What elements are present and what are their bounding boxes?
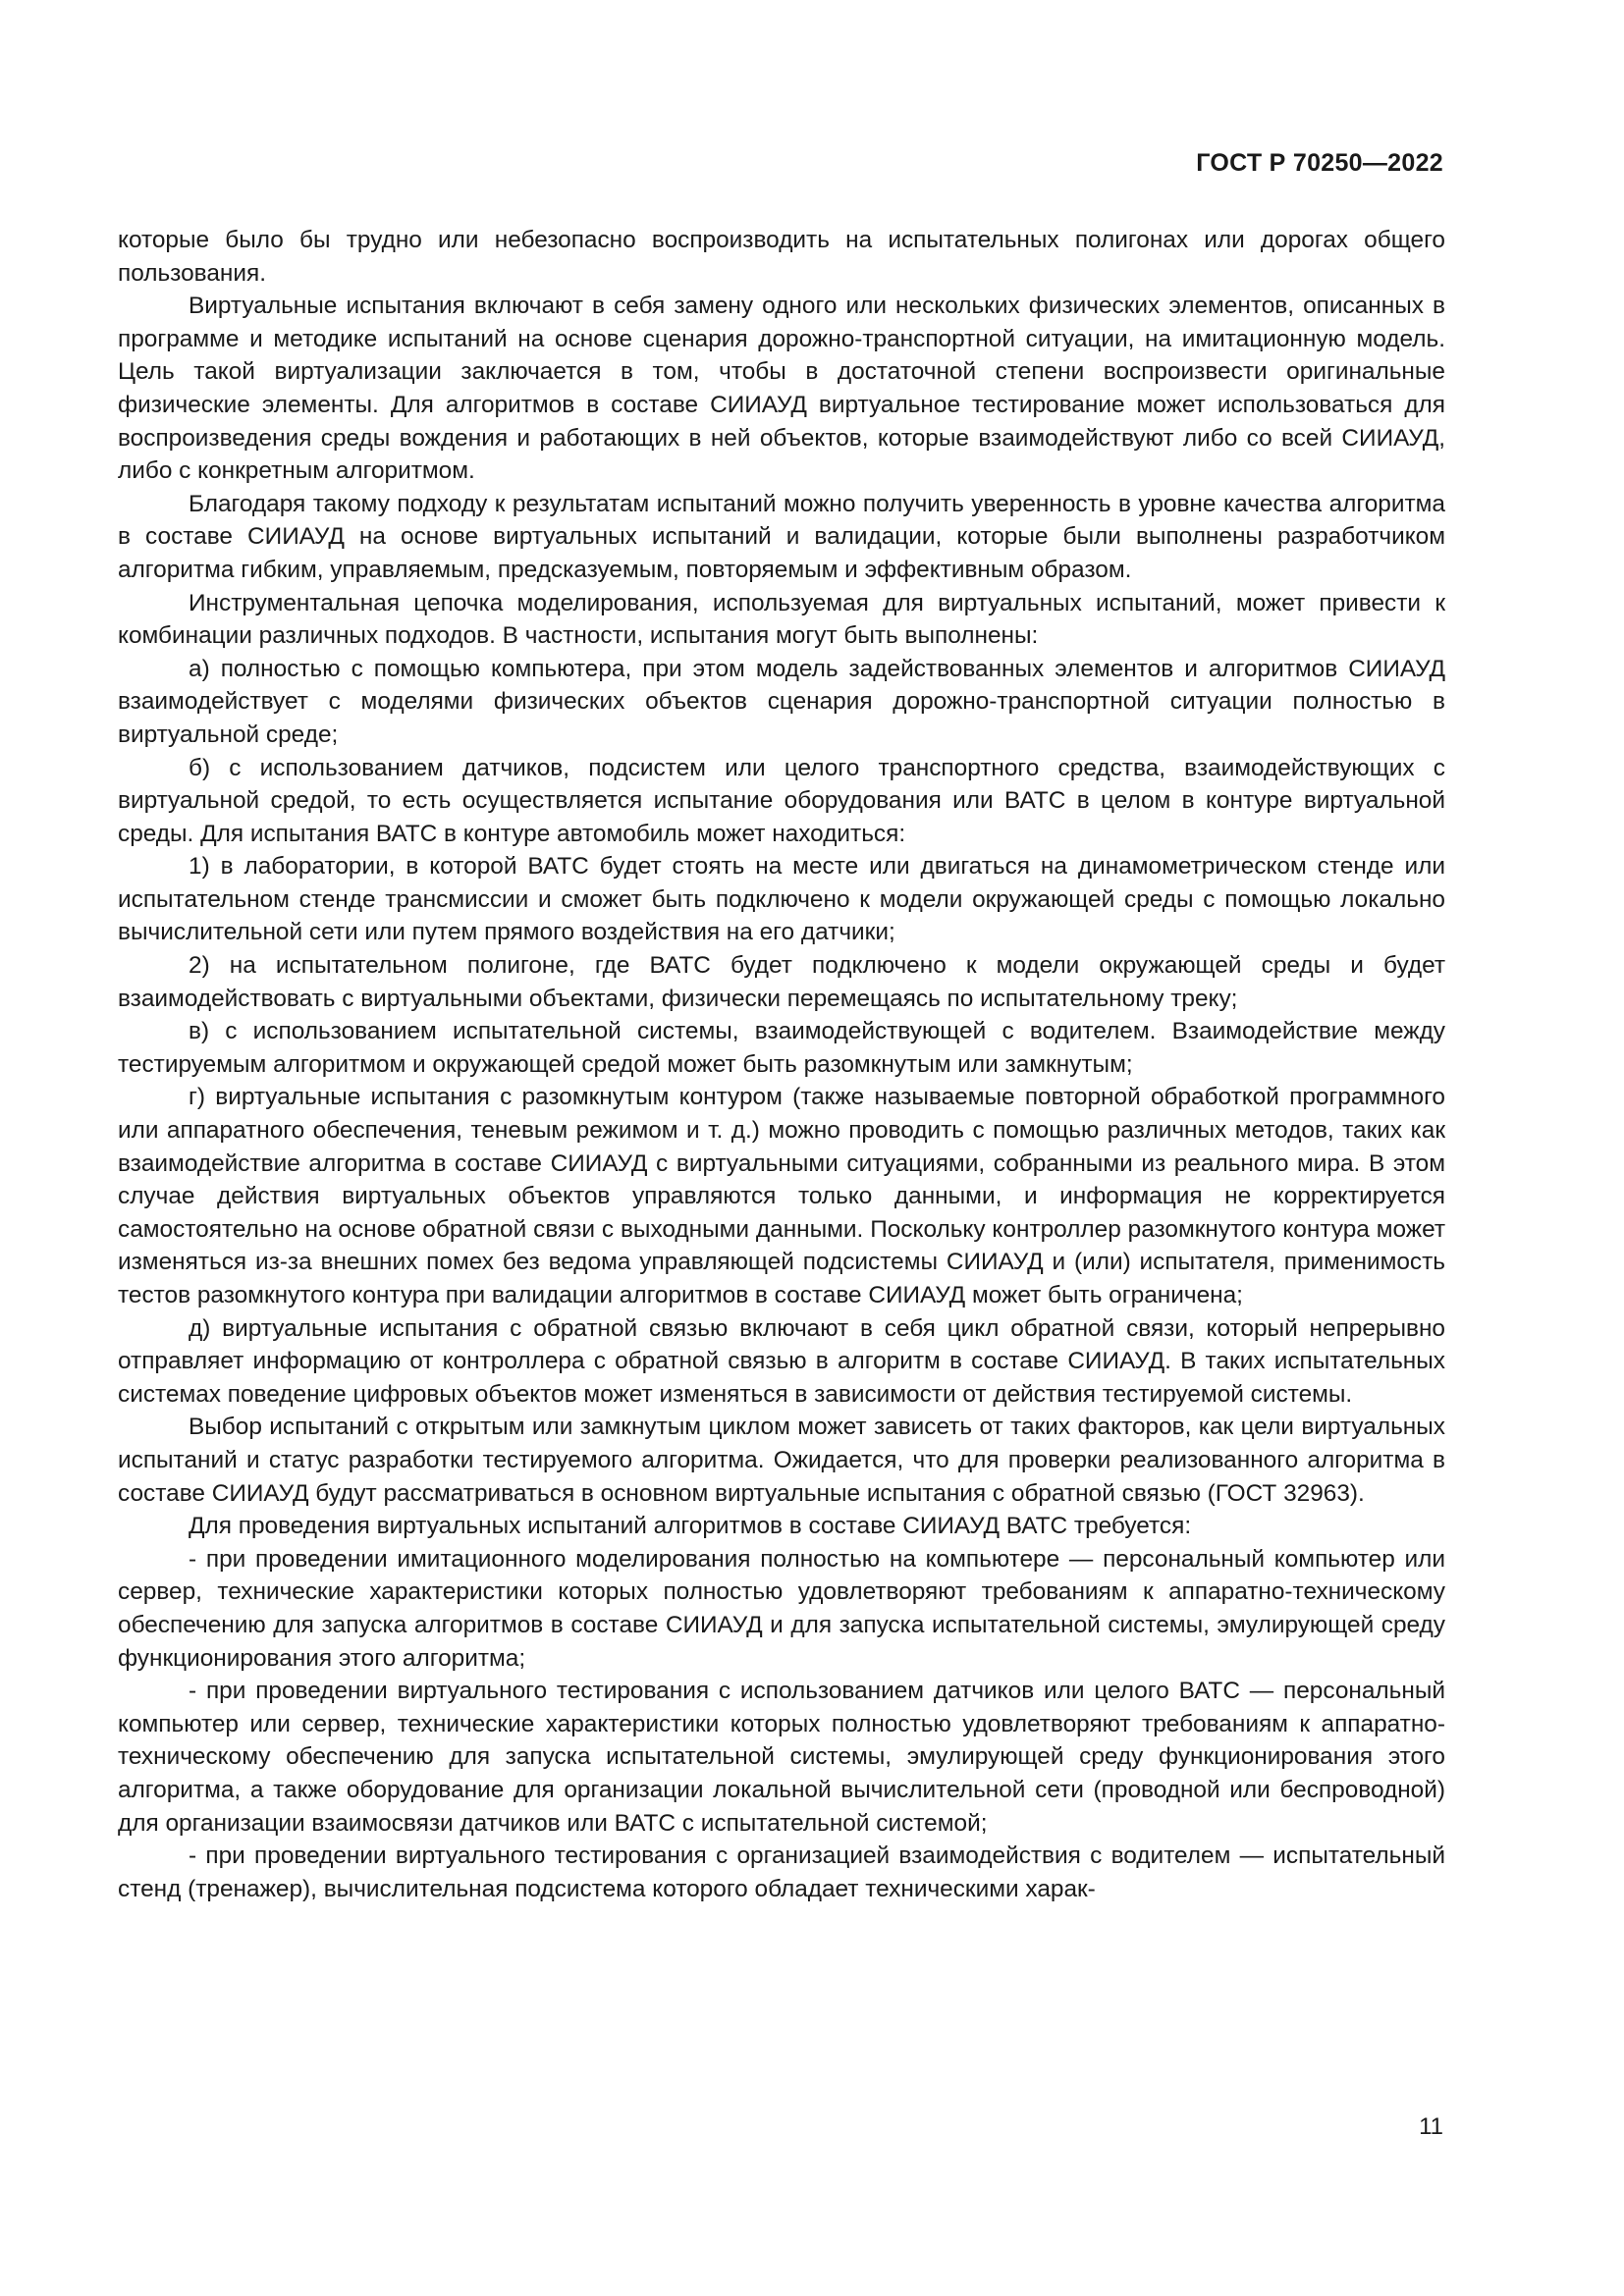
paragraph-continuation: которые было бы трудно или небезопасно воспроизводить на испытательных полигонах или дорогах общего пользования. — [118, 227, 1445, 287]
requirement-item-computer: - при проведении имитационного моделирования полностью на компьютере — персональный компьютер или сервер, технические характеристики которых полностью удовлетворяют требованиям к аппаратно-техническому обеспечению для запуска алгоритмов в составе СИИАУД и для запуска испытательной системы, эмулирующей среду функционирования этого алгоритма; — [118, 1545, 1445, 1672]
list-item-a: а) полностью с помощью компьютера, при этом модель задействованных элементов и алгоритмов СИИАУД взаимодействует с моделями физических объектов сценария дорожно-транспортной ситуации полностью в виртуальной среде; — [118, 655, 1445, 748]
list-item-b-2: 2) на испытательном полигоне, где ВАТС будет подключено к модели окружающей среды и будет взаимодействовать с виртуальными объектами, физически перемещаясь по испытательному треку; — [118, 952, 1445, 1012]
requirement-item-driver: - при проведении виртуального тестирования с организацией взаимодействия с водителем — испытательный стенд (тренажер), вычислительная подсистема которого обладает техническими харак- — [118, 1842, 1445, 1902]
list-item-b: б) с использованием датчиков, подсистем или целого транспортного средства, взаимодействующих с виртуальной средой, то есть осуществляется испытание оборудования или ВАТС в целом в контуре виртуальной среды. Для испытания ВАТС в контуре автомобиль может находиться: — [118, 754, 1445, 847]
paragraph-virtual-tests-definition: Виртуальные испытания включают в себя замену одного или нескольких физических элементов, описанных в программе и методике испытаний на основе сценария дорожно-транспортной ситуации, на имитационную модель. Цель такой виртуализации заключается в том, чтобы в достаточной степени воспроизвести оригинальные физические элементы. Для алгоритмов в составе СИИАУД виртуальное тестирование может использоваться для воспроизведения среды вождения и работающих в ней объектов, которые взаимодействуют либо со всей СИИАУД, либо с конкретным алгоритмом. — [118, 293, 1445, 485]
requirement-item-sensors: - при проведении виртуального тестирования с использованием датчиков или целого ВАТС — персональный компьютер или сервер, технические характеристики которых полностью удовлетворяют требованиям к аппаратно-техническому обеспечению для запуска испытательной системы, эмулирующей среду функционирования этого алгоритма, а также оборудование для организации локальной вычислительной сети (проводной или беспроводной) для организации взаимосвязи датчиков или ВАТС с испытательной системой; — [118, 1678, 1445, 1837]
paragraph-requirements-intro: Для проведения виртуальных испытаний алгоритмов в составе СИИАУД ВАТС требуется: — [189, 1513, 1192, 1540]
page-number: 11 — [1419, 2113, 1443, 2140]
list-item-g: г) виртуальные испытания с разомкнутым контуром (также называемые повторной обработкой программного или аппаратного обеспечения, теневым режимом и т. д.) можно проводить с помощью различных методов, таких как взаимодействие алгоритма в составе СИИАУД с виртуальными ситуациями, собранными из реального мира. В этом случае действия виртуальных объектов управляются только данными, и информация не корректируется самостоятельно на основе обратной связи с выходными данными. Поскольку контроллер разомкнутого контура может изменяться из-за внешних помех без ведома управляющей подсистемы СИИАУД и (или) испытателя, применимость тестов разомкнутого контура при валидации алгоритмов в составе СИИАУД может быть ограничена; — [118, 1084, 1445, 1308]
document-header: ГОСТ Р 70250—2022 — [1196, 149, 1443, 177]
list-item-v: в) с использованием испытательной системы, взаимодействующей с водителем. Взаимодействие между тестируемым алгоритмом и окружающей средой может быть разомкнутым или замкнутым; — [118, 1018, 1445, 1078]
paragraph-approach-benefits: Благодаря такому подходу к результатам испытаний можно получить уверенность в уровне качества алгоритма в составе СИИАУД на основе виртуальных испытаний и валидации, которые были выполнены разработчиком алгоритма гибким, управляемым, предсказуемым, повторяемым и эффективным образом. — [118, 490, 1445, 583]
document-body — [118, 224, 1445, 1905]
paragraph-test-choice: Выбор испытаний с открытым или замкнутым циклом может зависеть от таких факторов, как цели виртуальных испытаний и статус разработки тестируемого алгоритма. Ожидается, что для проверки реализованного алгоритма в составе СИИАУД будут рассматриваться в основном виртуальные испытания с обратной связью (ГОСТ 32963). — [118, 1414, 1445, 1507]
list-item-b-1: 1) в лаборатории, в которой ВАТС будет стоять на месте или двигаться на динамометрическом стенде или испытательном стенде трансмиссии и сможет быть подключено к модели окружающей среды с помощью локально вычислительной сети или путем прямого воздействия на его датчики; — [118, 853, 1445, 946]
list-item-d: д) виртуальные испытания с обратной связью включают в себя цикл обратной связи, который непрерывно отправляет информацию от контроллера с обратной связью в алгоритм в составе СИИАУД. В таких испытательных системах поведение цифровых объектов может изменяться в зависимости от действия тестируемой системы. — [118, 1314, 1445, 1408]
paragraph-toolchain: Инструментальная цепочка моделирования, используемая для виртуальных испытаний, может привести к комбинации различных подходов. В частности, испытания могут быть выполнены: — [118, 589, 1445, 650]
